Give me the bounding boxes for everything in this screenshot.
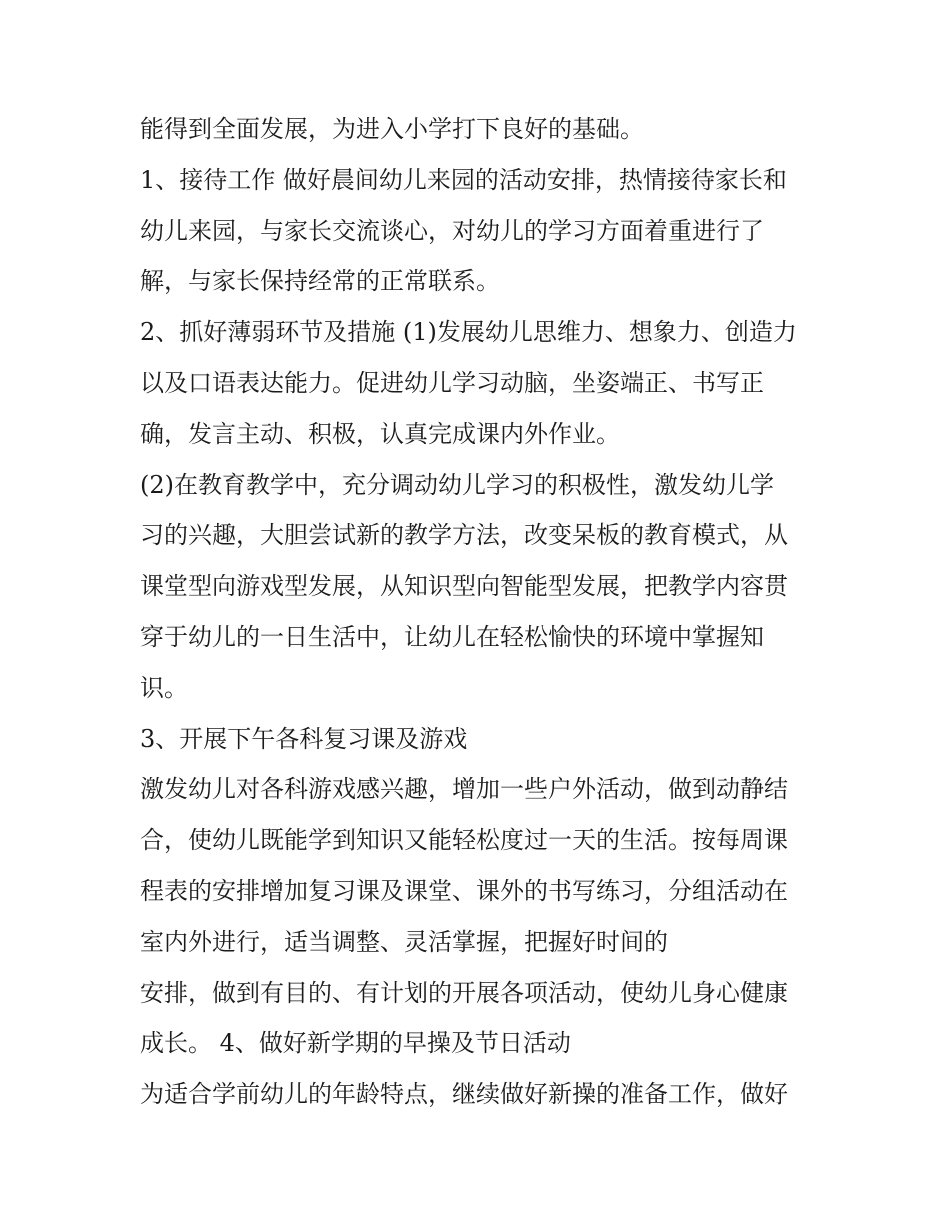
document-body [140, 109, 830, 1125]
text-line: 3、开展下午各科复习课及游戏 [140, 724, 468, 753]
text-line: 习的兴趣，大胆尝试新的教学方法，改变呆板的教育模式，从 [140, 521, 788, 550]
text-line: 课堂型向游戏型发展，从知识型向智能型发展，把教学内容贯 [140, 572, 788, 601]
text-line: 室内外进行，适当调整、灵活掌握，把握好时间的 [140, 927, 668, 956]
text-line: 1、接待工作 做好晨间幼儿来园的活动安排，热情接待家长和 [140, 165, 787, 194]
text-line: 穿于幼儿的一日生活中，让幼儿在轻松愉快的环境中掌握知 [140, 622, 764, 651]
text-line: (2)在教育教学中，充分调动幼儿学习的积极性，激发幼儿学 [140, 470, 774, 499]
text-line: 确，发言主动、积极，认真完成课内外作业。 [140, 419, 620, 448]
text-line: 安排，做到有目的、有计划的开展各项活动，使幼儿身心健康 [140, 978, 788, 1007]
text-line: 成长。 4、做好新学期的早操及节日活动 [140, 1029, 571, 1058]
text-line: 为适合学前幼儿的年龄特点，继续做好新操的准备工作，做好 [140, 1080, 788, 1109]
text-line: 幼儿来园，与家长交流谈心，对幼儿的学习方面着重进行了 [140, 216, 764, 245]
text-line: 能得到全面发展，为进入小学打下良好的基础。 [140, 115, 644, 143]
text-line: 识。 [140, 673, 188, 702]
text-line: 激发幼儿对各科游戏感兴趣，增加一些户外活动，做到动静结 [140, 775, 788, 804]
text-line: 以及口语表达能力。促进幼儿学习动脑，坐姿端正、书写正 [140, 368, 764, 397]
text-line: 解，与家长保持经常的正常联系。 [140, 267, 500, 296]
text-line: 2、抓好薄弱环节及措施 (1)发展幼儿思维力、想象力、创造力 [140, 318, 797, 347]
text-line: 程表的安排增加复习课及课堂、课外的书写练习，分组活动在 [140, 876, 788, 905]
text-line: 合，使幼儿既能学到知识又能轻松度过一天的生活。按每周课 [140, 826, 788, 855]
